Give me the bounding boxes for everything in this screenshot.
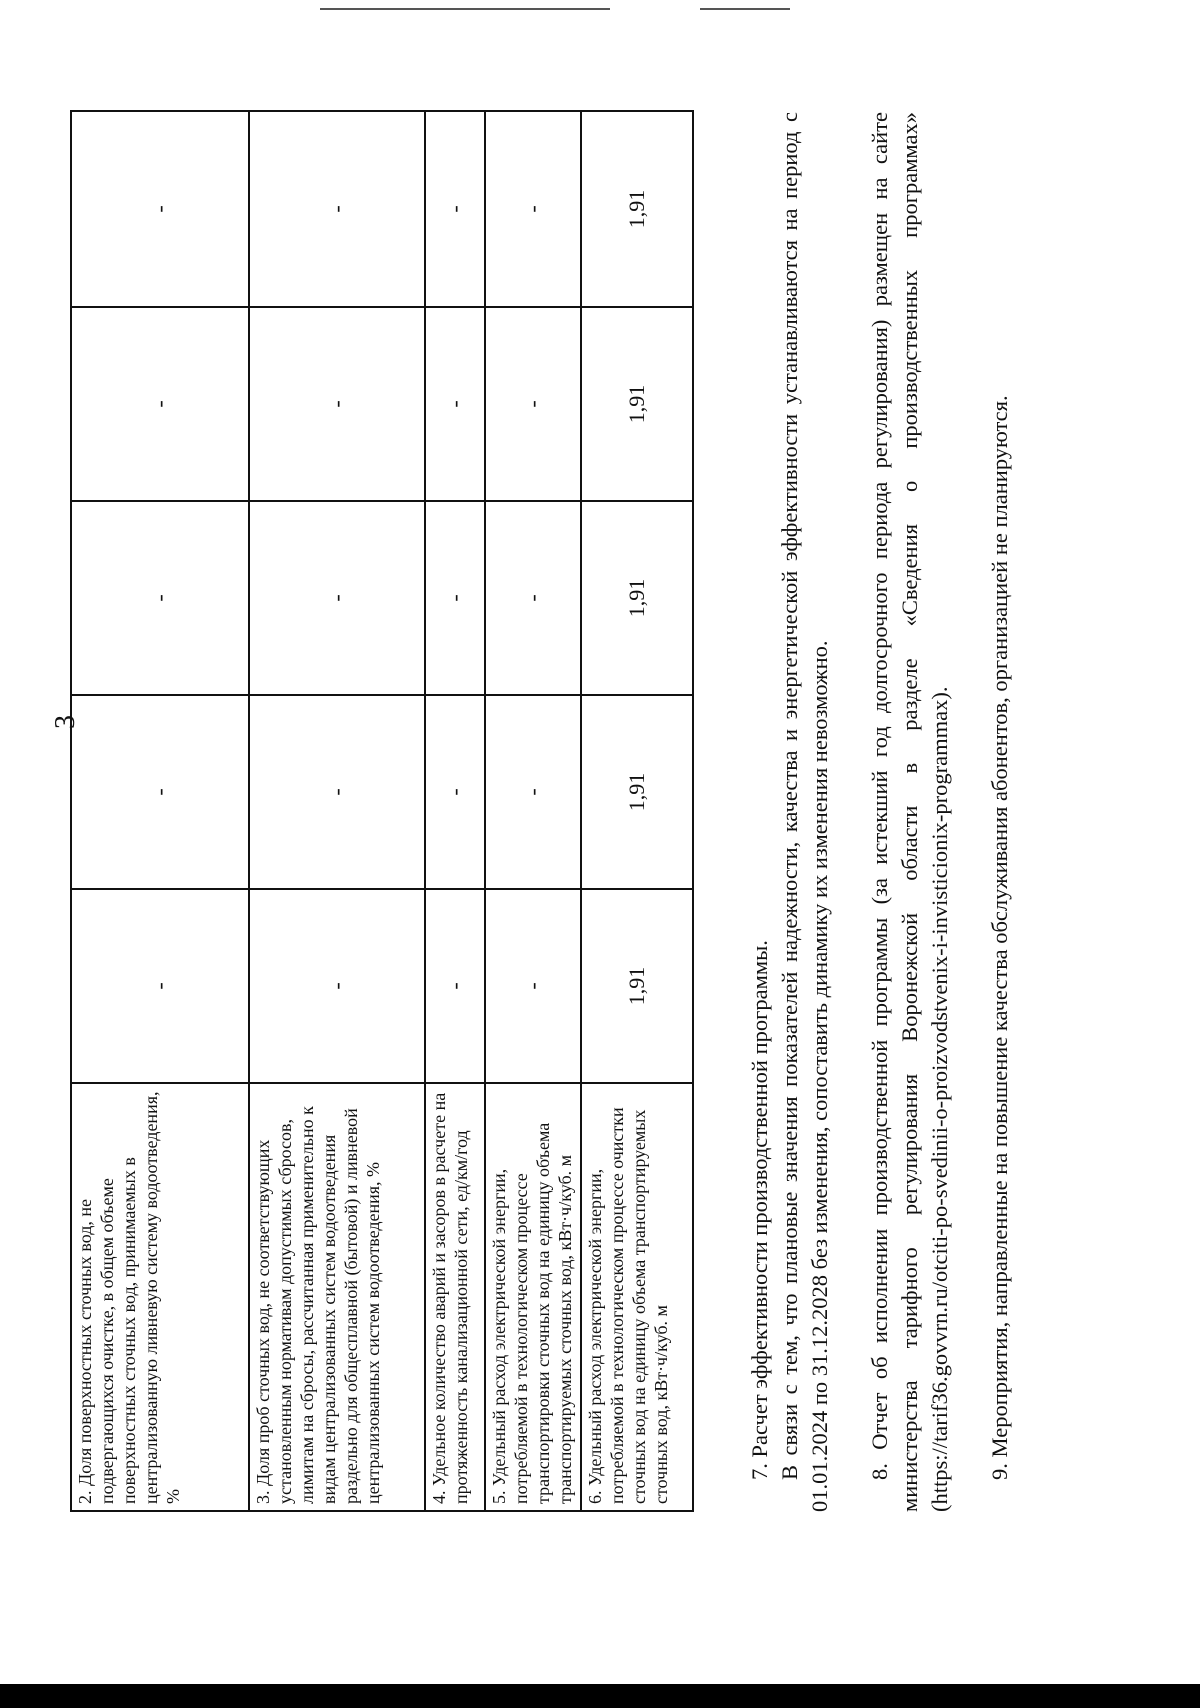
indicator-value: -	[425, 889, 485, 1083]
indicator-value: -	[485, 695, 581, 889]
indicator-label: 5. Удельный расход электрической энергии, потребляемой в технологическом процессе транспортировки сточных вод на единицу объема транспортируемых сточных вод, кВт·ч/куб. м	[485, 1083, 581, 1511]
indicator-value: 1,91	[581, 501, 693, 695]
section-9-body: 9. Мероприятия, направленные на повышение качества обслуживания абонентов, организацией не планируются.	[987, 395, 1012, 1480]
indicator-value: -	[485, 111, 581, 307]
page-number: 3	[50, 715, 81, 729]
scan-edge-mark	[700, 8, 790, 10]
indicator-label: 4. Удельное количество аварий и засоров в расчете на протяженность канализационной сети, ед/км/год	[425, 1083, 485, 1511]
section-7-body: В связи с тем, что плановые значения показателей надежности, качества и энергетической эффективности устанавливаются на период с 01.01.2024 по 31.12.2028 без изменения, сопоставить динамику их изменения невозможно.	[777, 112, 832, 1512]
scan-edge-mark	[320, 8, 610, 10]
indicator-value: -	[249, 111, 425, 307]
table-row	[581, 111, 693, 1511]
indicator-value: -	[249, 889, 425, 1083]
section-8-body: 8. Отчет об исполнении производственной программы (за истекший год долгосрочного периода регулирования) размещен на сайте министерства тарифного регулирования Воронежской области в разделе «Сведения о производственных программах» (https://tarif36.govvrn.ru/otciti-po-svedinii-o-proizvodstvenix-i-invisticionix-programmax).	[867, 112, 952, 1512]
indicator-value: -	[249, 695, 425, 889]
indicator-value: 1,91	[581, 695, 693, 889]
indicator-value: -	[71, 307, 249, 501]
indicator-value: -	[485, 889, 581, 1083]
indicator-label: 6. Удельный расход электрической энергии, потребляемой в технологическом процессе очистки сточных вод на единицу объема транспортируемых сточных вод, кВт·ч/куб. м	[581, 1083, 693, 1511]
indicator-label: 2. Доля поверхностных сточных вод, не подвергающихся очистке, в общем объеме поверхностных сточных вод, принимаемых в централизованную ливневую систему водоотведения, %	[71, 1083, 249, 1511]
scan-bottom-edge	[0, 1684, 1200, 1708]
indicator-value: -	[485, 307, 581, 501]
rotated-page	[0, 72, 1150, 1672]
indicator-value: -	[249, 501, 425, 695]
section-7-heading: 7. Расчет эффективности производственной программы.	[747, 940, 772, 1480]
indicator-value: -	[249, 307, 425, 501]
indicator-value: 1,91	[581, 111, 693, 307]
table-row	[425, 111, 485, 1511]
indicators-table	[70, 110, 694, 1512]
indicator-value: -	[425, 307, 485, 501]
indicator-value: -	[71, 501, 249, 695]
indicator-value: -	[425, 501, 485, 695]
table-row	[71, 111, 249, 1511]
indicator-label: 3. Доля проб сточных вод, не соответствующих установленным нормативам допустимых сбросов, лимитам на сбросы, рассчитанная применительно к видам централизованных систем водоотведения раздельно для общесплавной (бытовой) и ливневой централизованных систем водоотведения, %	[249, 1083, 425, 1511]
indicator-value: -	[71, 111, 249, 307]
indicator-value: -	[485, 501, 581, 695]
indicator-value: -	[71, 695, 249, 889]
indicator-value: 1,91	[581, 307, 693, 501]
body-text	[745, 112, 1015, 1512]
indicator-value: -	[71, 889, 249, 1083]
indicator-value: 1,91	[581, 889, 693, 1083]
indicator-value: -	[425, 111, 485, 307]
table-row	[249, 111, 425, 1511]
indicator-value: -	[425, 695, 485, 889]
table-row	[485, 111, 581, 1511]
